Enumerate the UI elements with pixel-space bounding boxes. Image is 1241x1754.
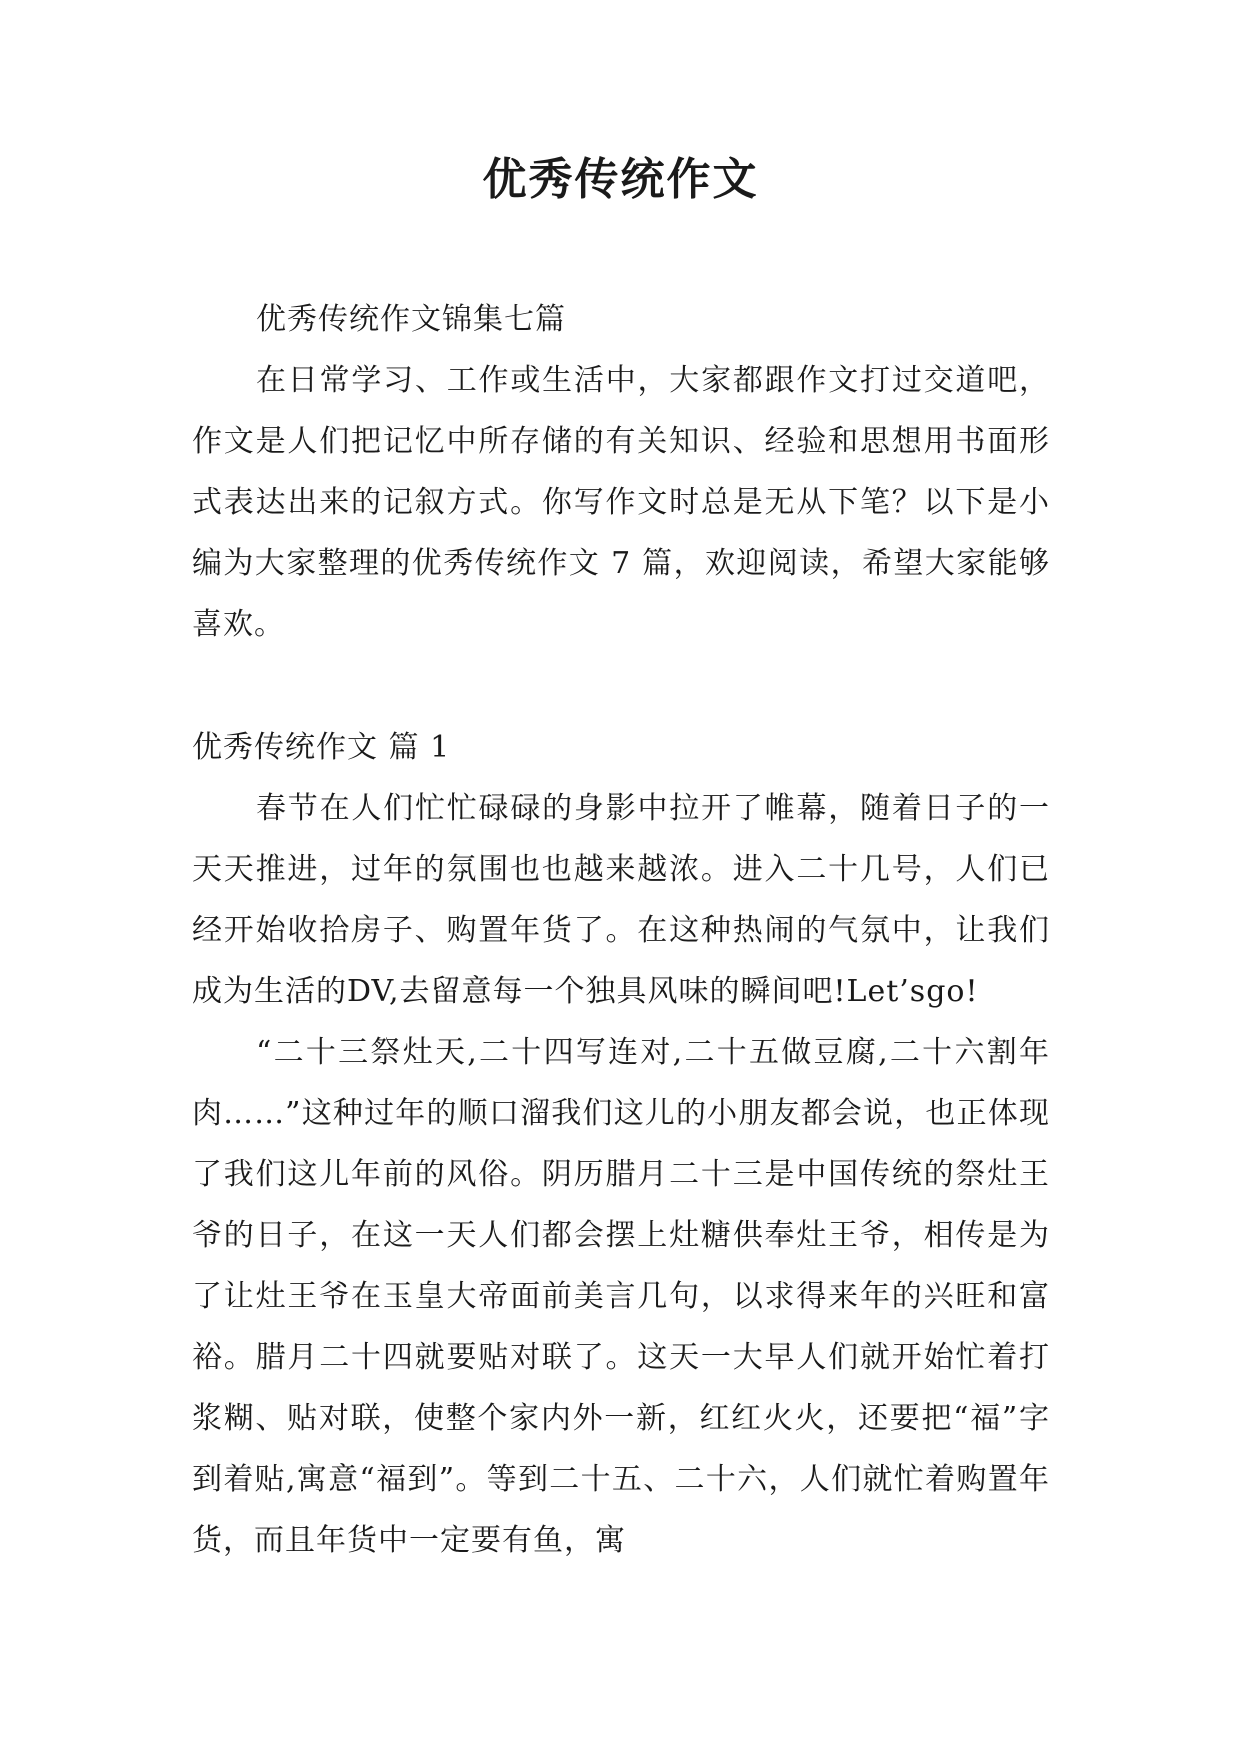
document-subtitle: 优秀传统作文锦集七篇 bbox=[256, 302, 566, 337]
spacer bbox=[192, 655, 1050, 717]
body-paragraph-2: “二十三祭灶天,二十四写连对,二十五做豆腐,二十六割年肉……”这种过年的顺口溜我们这儿的小朋友都会说，也正体现了我们这儿年前的风俗。阴历腊月二十三是中国传统的祭灶王爷的日子，在这一天人们都会摆上灶糖供奉灶王爷，相传是为了让灶王爷在玉皇大帝面前美言几句，以求得来年的兴旺和富裕。腊月二十四就要贴对联了。这天一大早人们就开始忙着打浆糊、贴对联，使整个家内外一新，红红火火，还要把“福”字到着贴,寓意“福到”。等到二十五、二十六，人们就忙着购置年货，而且年货中一定要有鱼，寓 bbox=[192, 1035, 1050, 1558]
document-body bbox=[192, 289, 1050, 1571]
section-heading: 优秀传统作文 篇 1 bbox=[192, 730, 451, 765]
intro-paragraph: 在日常学习、工作或生活中，大家都跟作文打过交道吧，作文是人们把记忆中所存储的有关知识、经验和思想用书面形式表达出来的记叙方式。你写作文时总是无从下笔？以下是小编为大家整理的优秀传统作文 7 篇，欢迎阅读，希望大家能够喜欢。 bbox=[192, 363, 1050, 642]
document-title: 优秀传统作文 bbox=[482, 154, 759, 205]
body-paragraph-1: 春节在人们忙忙碌碌的身影中拉开了帷幕，随着日子的一天天推进，过年的氛围也也越来越浓。进入二十几号，人们已经开始收拾房子、购置年货了。在这种热闹的气氛中，让我们成为生活的DV,去留意每一个独具风味的瞬间吧!Let’sgo! bbox=[192, 791, 1050, 1009]
